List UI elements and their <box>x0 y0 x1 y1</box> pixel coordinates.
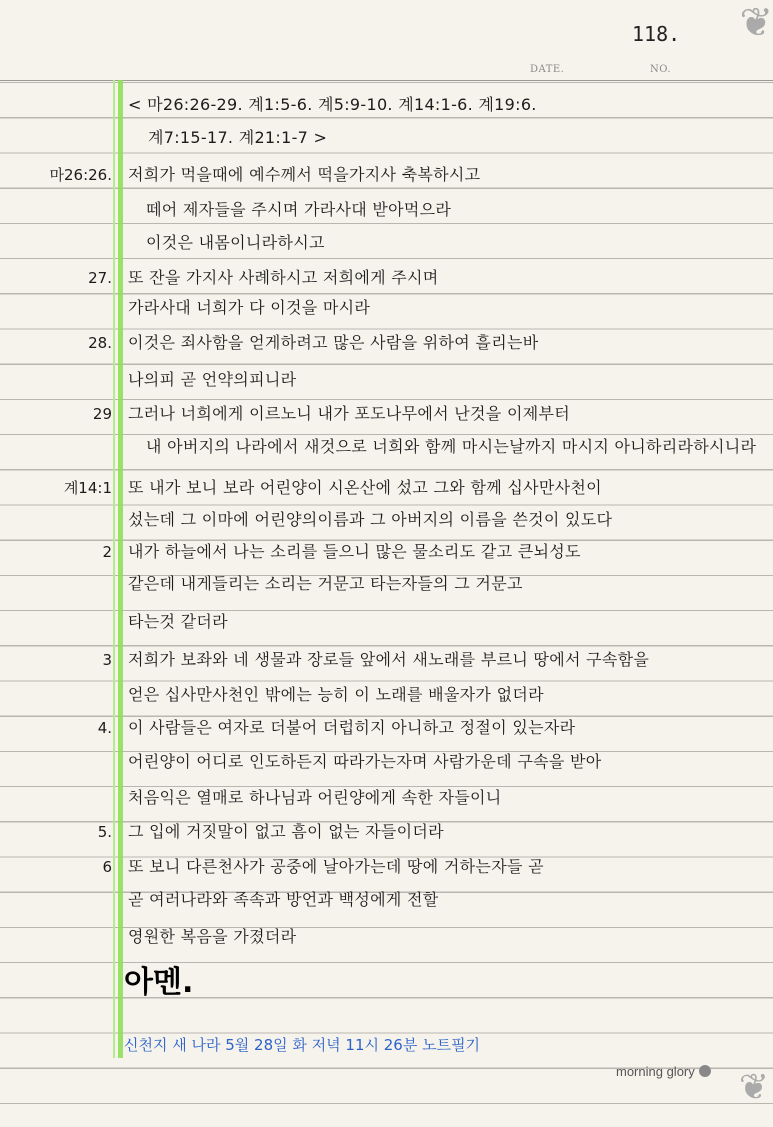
handwritten-line: 같은데 내게들리는 소리는 거문고 타는자들의 그 거문고 <box>128 574 523 593</box>
verse-reference: 계14:1 <box>63 479 112 497</box>
no-label: NO. <box>650 64 672 75</box>
handwritten-line: 처음익은 열매로 하나님과 어린양에게 속한 자들이니 <box>128 788 502 807</box>
verse-reference: 5. <box>97 823 112 841</box>
handwritten-line: 이것은 내몸이니라하시고 <box>146 233 325 252</box>
handwritten-line: 얻은 십사만사천인 밖에는 능히 이 노래를 배울자가 없더라 <box>128 685 544 704</box>
verse-reference: 6 <box>102 858 112 876</box>
handwritten-line: 또 잔을 가지사 사례하시고 저희에게 주시며 <box>128 268 439 287</box>
handwritten-line: 섰는데 그 이마에 어린양의이름과 그 아버지의 이름을 쓴것이 있도다 <box>128 510 613 529</box>
verse-reference: 마26:26. <box>49 166 112 184</box>
handwritten-line: 또 내가 보니 보라 어린양이 시온산에 섰고 그와 함께 십사만사천이 <box>128 478 602 497</box>
handwritten-line: 저희가 먹을때에 예수께서 떡을가지사 축복하시고 <box>128 165 481 184</box>
margin-line <box>118 80 123 1058</box>
corner-ornament-icon: ❦ <box>739 0 773 46</box>
handwritten-line: 가라사대 너희가 다 이것을 마시라 <box>128 298 371 317</box>
brand-text: morning glory <box>616 1064 695 1079</box>
date-label: DATE. <box>530 64 565 75</box>
brand-label <box>616 1064 711 1079</box>
handwritten-line: 계7:15-17. 계21:1-7 > <box>148 128 328 147</box>
verse-reference: 3 <box>102 651 112 669</box>
verse-reference: 29 <box>92 405 112 423</box>
flower-icon <box>699 1065 711 1077</box>
handwritten-line: 또 보니 다른천사가 공중에 날아가는데 땅에 거하는자들 곧 <box>128 857 544 876</box>
handwritten-line: 떼어 제자들을 주시며 가라사대 받아먹으라 <box>146 200 452 219</box>
verse-reference: 28. <box>88 334 112 352</box>
handwritten-line: 그 입에 거짓말이 없고 흠이 없는 자들이더라 <box>128 822 444 841</box>
handwritten-line: 내 아버지의 나라에서 새것으로 너희와 함께 마시는날까지 마시지 아니하리라하시니라 <box>146 437 757 456</box>
margin-line <box>113 80 115 1058</box>
handwritten-line: 타는것 같더라 <box>128 612 228 631</box>
verse-reference: 2 <box>102 543 112 561</box>
handwritten-line: 어린양이 어디로 인도하든지 따라가는자며 사람가운데 구속을 받아 <box>128 752 602 771</box>
verse-reference: 4. <box>97 719 112 737</box>
handwritten-line: 곧 여러나라와 족속과 방언과 백성에게 전할 <box>128 890 439 909</box>
handwritten-line: 영원한 복음을 가졌더라 <box>128 927 297 946</box>
corner-ornament-icon: ❦ <box>738 1067 769 1108</box>
handwritten-line: 이 사람들은 여자로 더불어 더럽히지 아니하고 정절이 있는자라 <box>128 718 576 737</box>
handwritten-line: 나의피 곧 언약의피니라 <box>128 370 297 389</box>
handwritten-line: 저희가 보좌와 네 생물과 장로들 앞에서 새노래를 부르니 땅에서 구속함을 <box>128 650 650 669</box>
verse-reference: 27. <box>88 269 112 287</box>
page-number: 118. <box>632 22 681 46</box>
amen-text: 아멘. <box>124 965 194 1000</box>
handwritten-line: < 마26:26-29. 계1:5-6. 계5:9-10. 계14:1-6. 계19:6. <box>128 95 537 114</box>
footer-note: 신천지 새 나라 5월 28일 화 저녁 11시 26분 노트필기 <box>124 1036 481 1054</box>
handwritten-line: 이것은 죄사함을 얻게하려고 많은 사람을 위하여 흘리는바 <box>128 333 539 352</box>
handwritten-line: 내가 하늘에서 나는 소리를 들으니 많은 물소리도 같고 큰뇌성도 <box>128 542 581 561</box>
handwritten-line: 그러나 너희에게 이르노니 내가 포도나무에서 난것을 이제부터 <box>128 404 570 423</box>
